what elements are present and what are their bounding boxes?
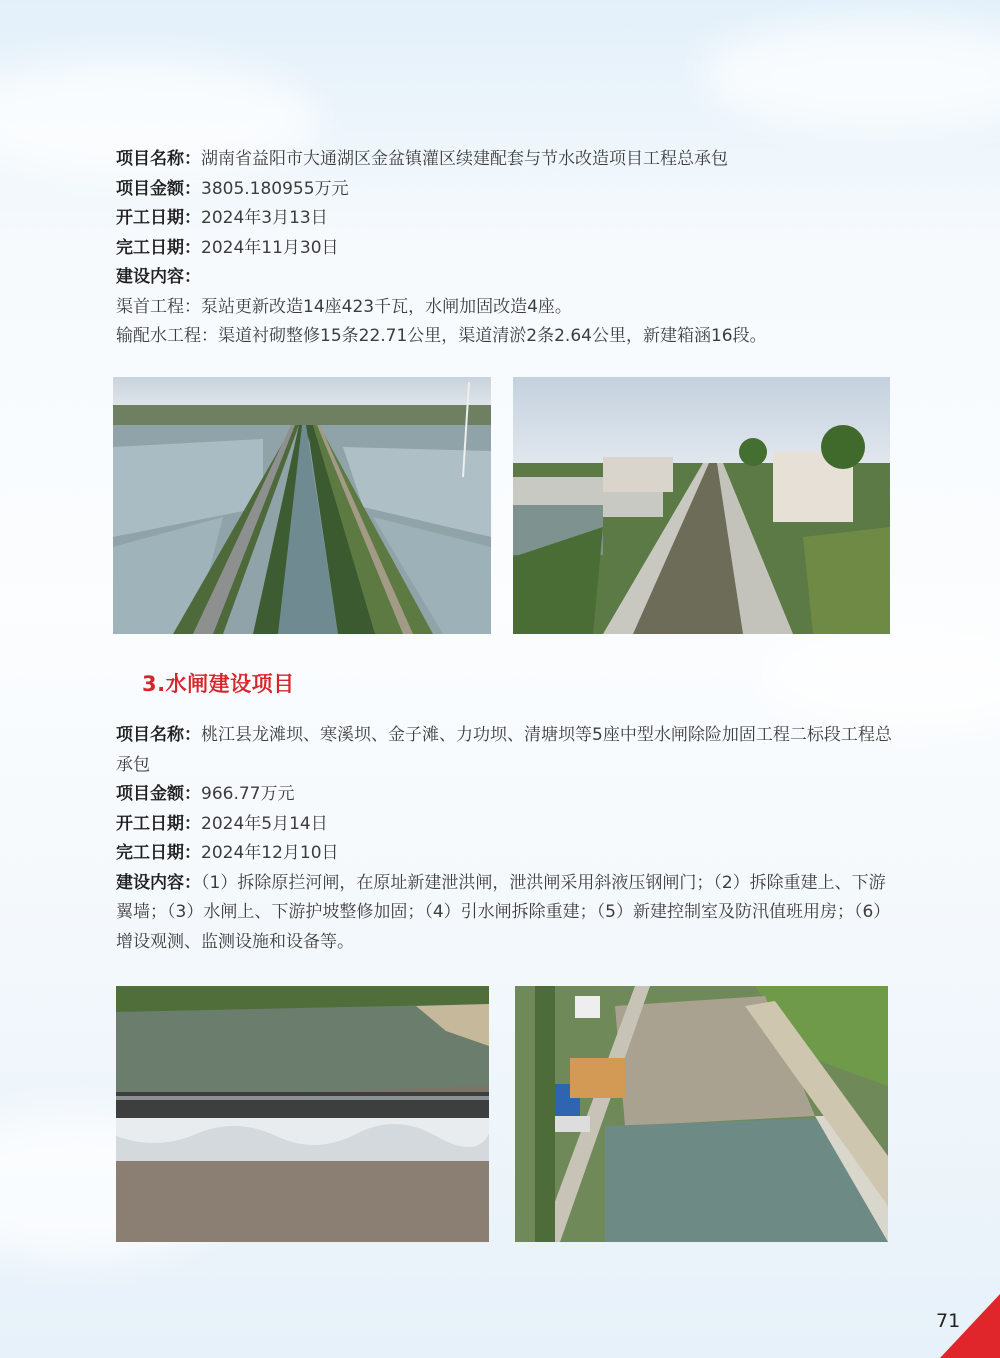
canal-aerial-photo-1 — [113, 377, 491, 634]
project1-info — [116, 145, 896, 352]
project-amount-label: 项目金额： — [116, 784, 201, 804]
section-heading: 3.水闸建设项目 — [142, 672, 295, 696]
project-name-label: 项目名称： — [116, 149, 201, 169]
project1-start-row — [116, 204, 896, 234]
canal-village-photo-2 — [513, 377, 890, 634]
project-name-value: 湖南省益阳市大通湖区金盆镇灌区续建配套与节水改造项目工程总承包 — [201, 149, 728, 169]
start-date-label: 开工日期： — [116, 813, 201, 834]
content-line-canal-head: 渠首工程：泵站更新改造14座423千瓦，水闸加固改造4座。 — [116, 296, 572, 317]
background-cloud — [700, 20, 1000, 130]
start-date-label: 开工日期： — [116, 208, 201, 228]
project2-amount-row — [116, 780, 896, 810]
content-label: 建设内容： — [116, 872, 201, 893]
project2-name-row — [116, 721, 896, 780]
end-date-value: 2024年12月10日 — [201, 843, 339, 863]
project2-content-row — [116, 869, 896, 958]
sluice-gate-aerial-photo-4 — [515, 986, 888, 1242]
project1-content-row — [116, 263, 896, 293]
project2-end-row — [116, 839, 896, 869]
end-date-label: 完工日期： — [116, 237, 201, 258]
start-date-value: 2024年5月14日 — [201, 813, 328, 834]
project-amount-value: 966.77万元 — [201, 784, 295, 804]
project1-amount-row — [116, 175, 896, 205]
project1-name-row — [116, 145, 896, 175]
content-label: 建设内容： — [116, 267, 201, 287]
page-number: 71 — [936, 1310, 961, 1332]
project2-start-row — [116, 810, 896, 840]
end-date-value: 2024年11月30日 — [201, 237, 339, 258]
weir-overflow-photo-3 — [116, 986, 489, 1242]
project-name-value: 桃江县龙滩坝、寒溪坝、金子滩、力功坝、清塘坝等5座中型水闸除险加固工程二标段工程总承包 — [116, 725, 892, 775]
project-amount-value: 3805.180955万元 — [201, 178, 349, 199]
project1-end-row — [116, 234, 896, 264]
start-date-value: 2024年3月13日 — [201, 208, 328, 228]
project2-info — [116, 721, 896, 957]
corner-accent-icon — [940, 1294, 1000, 1358]
background-cloud — [760, 620, 1000, 730]
project-amount-label: 项目金额： — [116, 178, 201, 199]
end-date-label: 完工日期： — [116, 843, 201, 863]
content-value: （1）拆除原拦河闸，在原址新建泄洪闸，泄洪闸采用斜液压钢闸门；（2）拆除重建上、下游翼墙；（3）水闸上、下游护坡整修加固；（4）引水闸拆除重建；（5）新建控制室及防汛值班用房；（6）增设观测、监测设施和设备等。 — [116, 872, 891, 952]
project-name-label: 项目名称： — [116, 725, 201, 745]
content-line-water-distribution: 输配水工程：渠道衬砌整修15条22.71公里，渠道清淤2条2.64公里，新建箱涵16段。 — [116, 326, 767, 346]
